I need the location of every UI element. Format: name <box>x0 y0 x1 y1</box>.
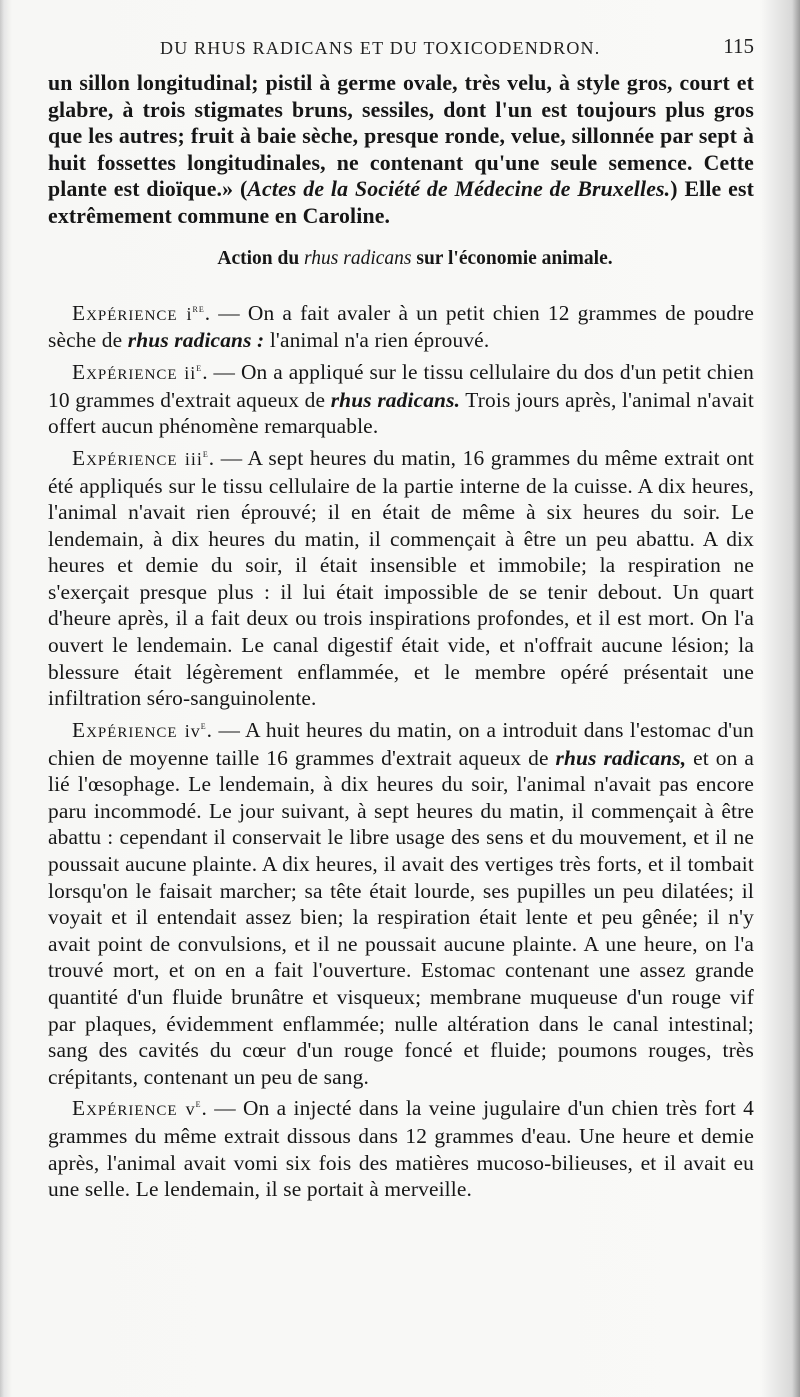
experiment-text: . — A sept heures du matin, 16 grammes du même extrait ont été appliqués sur le tissu cellulaire de la partie interne de la cuisse. A dix heures, l'animal n'avait rien éprouvé; il en était de même à six heures du soir. Le lendemain, à dix heures du matin, il commençait à être un peu abattu. A dix heures et demie du soir, il était insensible et immobile; la respiration ne s'exerçait presque plus : il lui était impossible de se tenir debout. Un quart d'heure après, il a fait deux ou trois inspirations profondes, et il est mort. On l'a ouvert le lendemain. Le canal digestif était vide, et n'offrait aucune lésion; la blessure était légèrement enflammée, et le membre opéré présentait une infiltration séro-sanguinolente. <box>48 445 755 711</box>
section-heading-suffix: sur l'économie animale. <box>411 247 613 269</box>
experiment-ordinal-suffix: e <box>202 445 209 460</box>
experiment-ordinal: v <box>185 1099 196 1120</box>
experiment-ordinal: iv <box>184 720 201 741</box>
species-name: rhus radicans. <box>330 387 461 412</box>
intro-text-end: ) Elle est extrêmement commune en Caroline. <box>48 177 754 228</box>
experiment-label: Expérience $v^e$ <box>72 1096 202 1121</box>
experiment-paragraph <box>48 1090 754 1203</box>
experiment-text: . — On a fait avaler à un petit chien 12 grammes de poudre sèche de <box>48 300 754 353</box>
running-head: DU RHUS RADICANS ET DU TOXICODENDRON. <box>160 38 601 58</box>
citation-title: Actes de la Société de Médecine de Bruxelles. <box>247 177 671 202</box>
experiment-paragraph <box>48 712 754 1090</box>
experiment-paragraph <box>48 440 754 712</box>
experiment-ordinal-suffix: e <box>200 717 207 732</box>
experiment-paragraph <box>48 295 754 354</box>
page-number: 115 <box>723 34 754 58</box>
section-heading-prefix: Action du <box>217 247 305 269</box>
page-header <box>48 34 754 64</box>
experiment-ordinal-suffix: e <box>196 359 203 374</box>
experiment-label: Expérience $ii^e$ <box>72 359 203 384</box>
experiment-label: Expérience $i^{re}$ <box>72 300 205 325</box>
section-heading <box>48 248 754 270</box>
species-name: rhus radicans, <box>555 745 687 770</box>
experiment-text: Trois jours après, l'animal n'avait offert aucun phénomène remarquable. <box>48 387 754 439</box>
experiment-text: l'animal n'a rien éprouvé. <box>264 328 490 353</box>
experiment-label: Expérience iii$^e$ <box>72 445 209 470</box>
intro-text-start: un sillon longitudinal; pistil à germe ovale, très velu, à style gros, court et glabre, à trois stigmates bruns, sessiles, dont l'un est toujours plus gros que les autres; fruit à baie sèche, presque ronde, velue, sillonnée par sept à huit fossettes longitudinales, ne contenant qu'une seule semence. Cette plante est dioïque.» ( <box>48 71 754 202</box>
experiment-label: Expérience $iv^e$ <box>72 717 207 742</box>
intro-paragraph <box>48 70 754 230</box>
species-name: rhus radicans : <box>127 328 265 353</box>
experiments-list <box>48 295 754 1203</box>
experiment-paragraph <box>48 354 754 440</box>
experiment-text: . — On a injecté dans la veine jugulaire d'un chien très fort 4 grammes du même extrait dissous dans 12 grammes d'eau. Une heure et demie après, l'animal avait vomi six fois des matières mucoso-bilieuses, et il avait eu une selle. Le lendemain, il se portait à merveille. <box>48 1096 754 1202</box>
experiment-text: . — A huit heures du matin, on a introduit dans l'estomac d'un chien de moyenne taille 16 grammes d'extrait aqueux de <box>48 717 754 770</box>
experiment-text: . — On a appliqué sur le tissu cellulaire du dos d'un petit chien 10 grammes d'extrait aqueux de <box>48 360 754 412</box>
experiment-ordinal: iii <box>184 448 203 469</box>
experiment-text: et on a lié l'œsophage. Le lendemain, à dix heures du soir, l'animal n'avait pas encore paru incommodé. Le jour suivant, à sept heures du matin, il commençait à être abattu : cependant il conservait le libre usage des sens et du mouvement, et il ne poussait aucune plainte. A dix heures, il avait des vertiges très forts, et il tombait lorsqu'on le faisait marcher; sa tête était lourde, ses pupilles un peu dilatées; il voyait et il entendait assez bien; la respiration était lente et peu gênée; il n'y avait point de convulsions, et il ne poussait aucune plainte. A une heure, on l'a trouvé mort, et on en a fait l'ouverture. Estomac contenant une assez grande quantité d'un fluide brunâtre et visqueux; membrane muqueuse d'un rouge vif par plaques, évidemment enflammée; nulle altération dans le canal intestinal; sang des cavités du cœur d'un rouge foncé et fluide; poumons rouges, très crépitants, contenant un peu de sang. <box>48 745 754 1089</box>
experiment-ordinal: ii <box>184 363 197 383</box>
experiment-ordinal-suffix: re <box>192 300 205 315</box>
experiment-ordinal-suffix: e <box>195 1096 202 1111</box>
page-content <box>48 34 754 1203</box>
experiment-ordinal: i <box>186 303 193 324</box>
section-heading-species: rhus radicans <box>304 247 412 269</box>
